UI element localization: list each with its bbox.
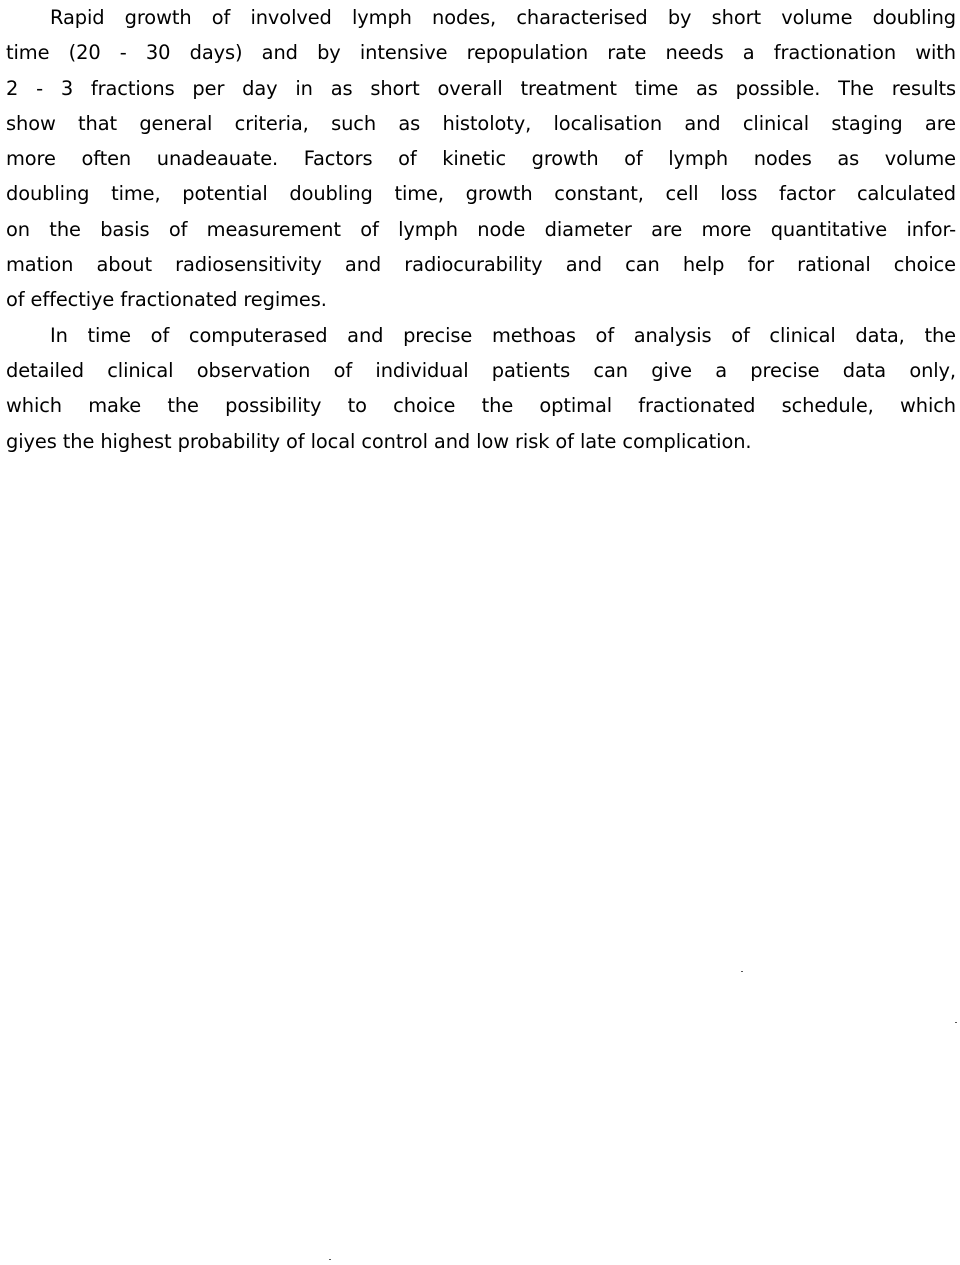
paragraph-2-line-1: In time of computerased and precise methoas of analysis of clinical data, the (50, 323, 956, 347)
scan-speck (955, 1022, 957, 1023)
paragraph-2-line-2: detailed clinical observation of individual patients can give a precise data only, (6, 358, 956, 382)
scan-speck (329, 1259, 331, 1260)
paragraph-2-line-4: giyes the highest probability of local control and low risk of late complication. (6, 429, 752, 453)
paragraph-1-line-8: mation about radiosensitivity and radiocurability and can help for rational choice (6, 253, 956, 277)
paragraph-1-line-1: Rapid growth of involved lymph nodes, characterised by short volume doubling (50, 6, 956, 29)
paragraph-1-line-9: of effectiye fractionated regimes. (6, 288, 327, 312)
paragraph-1-line-2: time (20 - 30 days) and by intensive repopulation rate needs a fractionation with (6, 41, 956, 65)
scan-speck (741, 971, 743, 972)
abstract-text (6, 0, 956, 459)
paragraph-1-line-5: more often unadeauate. Factors of kinetic growth of lymph nodes as volume (6, 147, 956, 171)
paragraph-1-line-4: show that general criteria, such as histoloty, localisation and clinical staging are (6, 111, 956, 135)
paragraph-2-line-3: which make the possibility to choice the optimal fractionated schedule, which (6, 394, 956, 418)
paragraph-1-line-7: on the basis of measurement of lymph node diameter are more quantitative infor- (6, 217, 956, 241)
paragraph-1-line-3: 2 - 3 fractions per day in as short overall treatment time as possible. The results (6, 76, 956, 100)
paragraph-1-line-6: doubling time, potential doubling time, growth constant, cell loss factor calculated (6, 182, 956, 206)
